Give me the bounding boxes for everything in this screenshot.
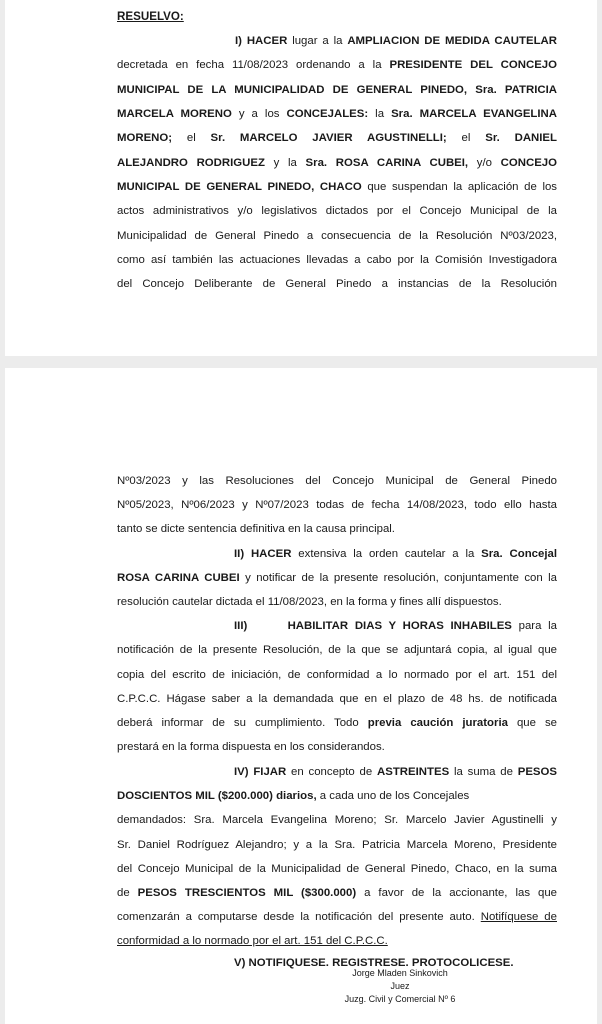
paragraph-line: ROSA CARINA CUBEI y notificar de la presente resolución, conjuntamente con la — [117, 572, 557, 584]
signature-block — [315, 967, 485, 1011]
paragraph-line: Nº05/2023, Nº06/2023 y Nº07/2023 todas de fecha 14/08/2023, todo ello hasta — [117, 499, 557, 511]
paragraph-line: II) HACER extensiva la orden cautelar a la Sra. Concejal — [234, 548, 557, 560]
section-heading: RESUELVO: — [117, 10, 184, 23]
paragraph-line: ALEJANDRO RODRIGUEZ y la Sra. ROSA CARINA CUBEI, y/o CONCEJO — [117, 157, 558, 169]
document-page-1 — [5, 0, 597, 356]
paragraph-line: MORENO; el Sr. MARCELO JAVIER AGUSTINELLI; el Sr. DANIEL — [117, 132, 557, 144]
paragraph-line: Nº03/2023 y las Resoluciones del Concejo Municipal de General Pinedo — [117, 475, 557, 487]
signature-name: Jorge Mladen Sinkovich — [352, 968, 448, 978]
paragraph-line: copia del escrito de iniciación, de conformidad a lo normado por el art. 151 del — [117, 669, 557, 681]
paragraph-line: Municipalidad de General Pinedo a consecuencia de la Resolución Nº03/2023, — [117, 230, 557, 242]
paragraph-line: del Concejo Municipal de la Municipalidad de General Pinedo, Chaco, en la suma — [117, 863, 557, 875]
paragraph-line: C.P.C.C. Hágase saber a la demandada que en el plazo de 48 hs. de notificada — [117, 693, 557, 705]
paragraph-line: de PESOS TRESCIENTOS MIL ($300.000) a favor de la accionante, las que — [117, 887, 557, 899]
paragraph-line: DOSCIENTOS MIL ($200.000) diarios, a cada uno de los Concejales — [117, 790, 470, 802]
paragraph-line: I) HACER lugar a la AMPLIACION DE MEDIDA CAUTELAR — [235, 35, 558, 47]
paragraph-line: como así también las actuaciones llevadas a cabo por la Comisión Investigadora — [117, 254, 557, 266]
signature-court: Juzg. Civil y Comercial Nº 6 — [344, 994, 456, 1004]
paragraph-line: demandados: Sra. Marcela Evangelina Moreno; Sr. Marcelo Javier Agustinelli y — [117, 814, 557, 826]
paragraph-line: MUNICIPAL DE LA MUNICIPALIDAD DE GENERAL PINEDO, Sra. PATRICIA — [117, 84, 557, 96]
paragraph-line: actos administrativos y/o legislativos dictados por el Concejo Municipal de la — [117, 205, 557, 217]
closing-line: V) NOTIFIQUESE. REGISTRESE. PROTOCOLICESE. — [234, 957, 514, 969]
paragraph-line: del Concejo Deliberante de General Pinedo a instancias de la Resolución — [117, 278, 557, 290]
paragraph-line: IV) FIJAR en concepto de ASTREINTES la suma de PESOS — [234, 766, 557, 778]
paragraph-line: III) HABILITAR DIAS Y HORAS INHABILES para la — [234, 620, 558, 632]
paragraph-line: MARCELA MORENO y a los CONCEJALES: la Sra. MARCELA EVANGELINA — [117, 108, 558, 120]
document-page-2 — [5, 368, 597, 1024]
paragraph-line: conformidad a lo normado por el art. 151 del C.P.C.C. — [117, 935, 388, 947]
paragraph-line: comenzarán a computarse desde la notificación del presente auto. Notifíquese de — [117, 911, 557, 923]
paragraph-line: notificación de la presente Resolución, de la que se adjuntará copia, al igual que — [117, 644, 557, 656]
paragraph-line: resolución cautelar dictada el 11/08/2023, en la forma y fines allí dispuestos. — [117, 596, 502, 608]
paragraph-line: decretada en fecha 11/08/2023 ordenando a la PRESIDENTE DEL CONCEJO — [117, 59, 557, 71]
paragraph-line: Sr. Daniel Rodríguez Alejandro; y a la Sra. Patricia Marcela Moreno, Presidente — [117, 839, 557, 851]
paragraph-line: prestará en la forma dispuesta en los considerandos. — [117, 741, 385, 753]
signature-title: Juez — [390, 981, 410, 991]
paragraph-line: deberá informar de su cumplimiento. Todo previa caución juratoria que se — [117, 717, 557, 729]
paragraph-line: MUNICIPAL DE GENERAL PINEDO, CHACO que suspendan la aplicación de los — [117, 181, 558, 193]
paragraph-line: tanto se dicte sentencia definitiva en la causa principal. — [117, 523, 395, 535]
